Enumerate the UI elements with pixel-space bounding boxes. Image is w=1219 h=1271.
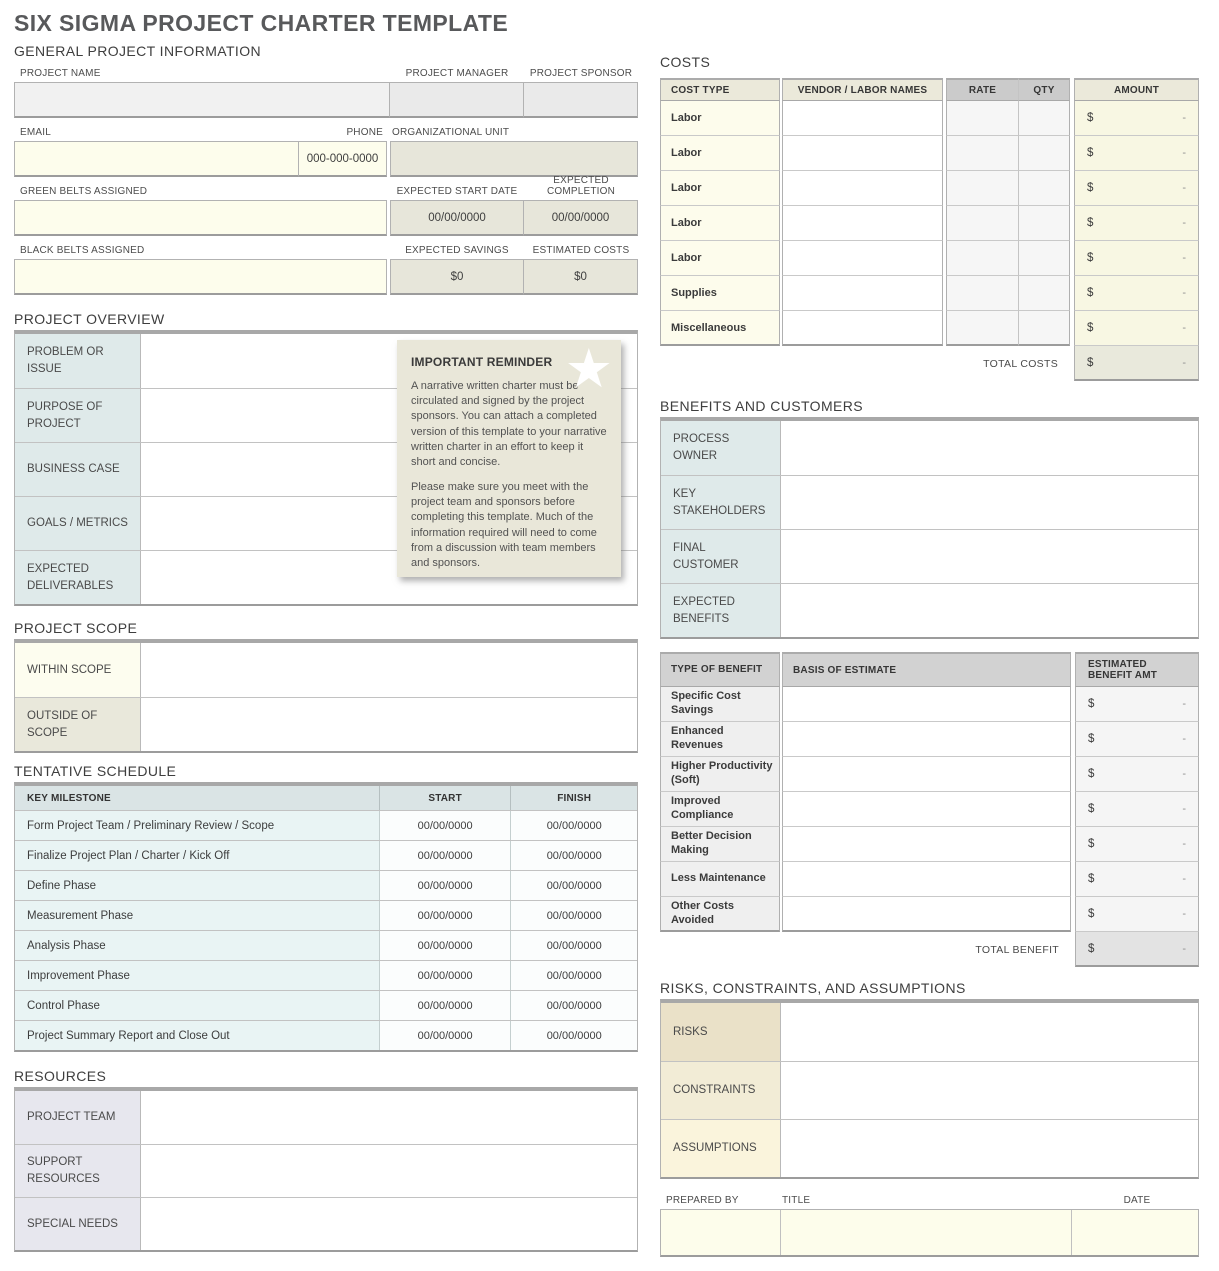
benefit-row	[660, 757, 1199, 792]
costs-header-row	[660, 78, 1199, 101]
milestone-cell: Measurement Phase	[15, 901, 380, 930]
cost-row	[660, 136, 1199, 171]
general-label-row-2	[14, 125, 638, 138]
important-reminder-note	[397, 340, 621, 577]
amount-cell[interactable]	[1074, 241, 1199, 276]
tentative-schedule-heading: TENTATIVE SCHEDULE	[14, 763, 177, 779]
empty-amount: -	[1182, 356, 1186, 369]
cost-type-column-header: COST TYPE	[660, 78, 780, 101]
project-scope-heading: PROJECT SCOPE	[14, 620, 138, 636]
key-milestone-column-header: KEY MILESTONE	[15, 786, 380, 810]
expected-savings-label: EXPECTED SAVINGS	[405, 245, 509, 256]
title-field[interactable]	[781, 1210, 1072, 1255]
cost-row	[660, 171, 1199, 206]
empty-amount: -	[1182, 182, 1186, 194]
special-needs-field[interactable]	[141, 1198, 637, 1250]
general-field-row-3	[14, 200, 638, 236]
general-label-row-1	[14, 66, 638, 79]
currency-symbol: $	[1088, 733, 1095, 745]
start-date-cell[interactable]: 00/00/0000	[380, 931, 512, 960]
benefits-row	[661, 583, 1198, 637]
qty-column-header: QTY	[1018, 78, 1070, 101]
qty-cell[interactable]	[1018, 241, 1070, 276]
rate-cell[interactable]	[946, 136, 1018, 171]
finish-date-cell[interactable]: 00/00/0000	[511, 1021, 637, 1050]
expected-completion-field[interactable]: 00/00/0000	[524, 200, 638, 236]
benefit-header-row	[660, 652, 1199, 687]
overview-row-label: GOALS / METRICS	[15, 497, 141, 550]
finish-date-cell[interactable]: 00/00/0000	[511, 841, 637, 870]
rate-cell[interactable]	[946, 241, 1018, 276]
vendor-cell[interactable]	[782, 206, 943, 241]
cost-type-cell: Labor	[660, 136, 780, 171]
total-benefit-label: TOTAL BENEFIT	[975, 943, 1059, 956]
empty-amount: -	[1182, 147, 1186, 159]
amount-cell[interactable]	[1074, 206, 1199, 241]
currency-symbol: $	[1088, 838, 1095, 850]
general-label-row-4	[14, 243, 638, 256]
expected-completion-label: EXPECTED COMPLETION	[546, 175, 616, 197]
vendor-cell[interactable]	[782, 311, 943, 346]
prepared-by-field[interactable]	[661, 1210, 781, 1255]
resources-row-label: SPECIAL NEEDS	[15, 1198, 141, 1250]
phone-label: PHONE	[346, 127, 383, 138]
schedule-row	[15, 990, 637, 1020]
cost-type-cell: Labor	[660, 206, 780, 241]
project-name-label: PROJECT NAME	[20, 68, 101, 79]
amount-cell[interactable]	[1074, 171, 1199, 206]
total-costs-label: TOTAL COSTS	[983, 357, 1058, 370]
benefit-amount-cell[interactable]	[1075, 722, 1199, 757]
benefit-row	[660, 722, 1199, 757]
scope-row-label: WITHIN SCOPE	[15, 643, 141, 697]
benefit-type-cell: Higher Productivity (Soft)	[660, 757, 780, 792]
reminder-title: IMPORTANT REMINDER	[411, 355, 553, 369]
basis-of-estimate-cell[interactable]	[782, 722, 1071, 757]
start-date-cell[interactable]: 00/00/0000	[380, 871, 512, 900]
prepared-label-row	[660, 1193, 1199, 1206]
vendor-labor-column-header: VENDOR / LABOR NAMES	[782, 78, 943, 101]
vendor-cell[interactable]	[782, 241, 943, 276]
benefits-customers-heading: BENEFITS AND CUSTOMERS	[660, 398, 864, 414]
project-overview-heading: PROJECT OVERVIEW	[14, 311, 165, 327]
constraints-field[interactable]	[781, 1062, 1198, 1119]
risks-table	[660, 999, 1199, 1179]
currency-symbol: $	[1087, 182, 1094, 194]
benefits-row	[661, 421, 1198, 475]
benefits-row	[661, 475, 1198, 529]
project-sponsor-field[interactable]	[524, 82, 638, 118]
date-label: DATE	[1123, 1195, 1151, 1206]
total-costs-row	[660, 346, 1199, 381]
benefit-type-cell: Better Decision Making	[660, 827, 780, 862]
qty-cell[interactable]	[1018, 311, 1070, 346]
cost-row	[660, 206, 1199, 241]
scope-row	[15, 697, 637, 751]
total-benefit-row	[660, 932, 1199, 967]
cost-type-cell: Miscellaneous	[660, 311, 780, 346]
start-date-cell[interactable]: 00/00/0000	[380, 991, 512, 1020]
benefits-row-label: EXPECTED BENEFITS	[661, 584, 781, 637]
vendor-cell[interactable]	[782, 101, 943, 136]
empty-amount: -	[1182, 908, 1186, 920]
reminder-paragraph: A narrative written charter must be circulated and signed by the project sponsors. You can attach a completed version of this template to your narrative written charter in an effort to keep it short and concise.	[411, 380, 607, 468]
project-manager-label: PROJECT MANAGER	[405, 68, 509, 79]
benefit-amount-cell[interactable]	[1075, 827, 1199, 862]
prepared-by-label: PREPARED BY	[666, 1195, 739, 1206]
project-name-field[interactable]	[14, 82, 390, 118]
page-title: SIX SIGMA PROJECT CHARTER TEMPLATE	[14, 10, 509, 36]
vendor-cell[interactable]	[782, 276, 943, 311]
empty-amount: -	[1182, 698, 1186, 710]
empty-amount: -	[1182, 873, 1186, 885]
costs-heading: COSTS	[660, 54, 711, 70]
qty-cell[interactable]	[1018, 136, 1070, 171]
benefit-amount-cell[interactable]	[1075, 862, 1199, 897]
resources-row	[15, 1091, 637, 1144]
finish-date-cell[interactable]: 00/00/0000	[511, 901, 637, 930]
benefit-row	[660, 827, 1199, 862]
empty-amount: -	[1182, 217, 1186, 229]
finish-date-cell[interactable]: 00/00/0000	[511, 961, 637, 990]
final-customer-field[interactable]	[781, 530, 1198, 583]
right-column	[660, 54, 1199, 1257]
resources-row-label: SUPPORT RESOURCES	[15, 1145, 141, 1197]
currency-symbol: $	[1088, 698, 1095, 710]
benefit-type-table	[660, 652, 1199, 967]
start-date-cell[interactable]: 00/00/0000	[380, 841, 512, 870]
expected-start-label: EXPECTED START DATE	[396, 186, 518, 197]
currency-symbol: $	[1088, 803, 1095, 815]
reminder-paragraph: Please make sure you meet with the project team and sponsors before completing this template. Much of the information required will need to come from a discussion with team members and sponsors.	[411, 481, 597, 569]
resources-table	[14, 1087, 638, 1252]
empty-amount: -	[1182, 768, 1186, 780]
finish-date-cell[interactable]: 00/00/0000	[511, 991, 637, 1020]
empty-amount: -	[1182, 112, 1186, 124]
risks-row-label: CONSTRAINTS	[661, 1062, 781, 1119]
milestone-cell: Control Phase	[15, 991, 380, 1020]
risks-heading: RISKS, CONSTRAINTS, AND ASSUMPTIONS	[660, 980, 966, 996]
project-manager-field[interactable]	[390, 82, 524, 118]
cost-type-cell: Labor	[660, 241, 780, 276]
cost-type-cell: Supplies	[660, 276, 780, 311]
overview-row-label: PROBLEM OR ISSUE	[15, 334, 141, 388]
basis-of-estimate-cell[interactable]	[782, 757, 1071, 792]
benefit-type-cell: Other Costs Avoided	[660, 897, 780, 932]
benefits-row-label: PROCESS OWNER	[661, 421, 781, 475]
schedule-row	[15, 930, 637, 960]
expected-savings-field[interactable]: $0	[390, 259, 524, 295]
rate-column-header: RATE	[946, 78, 1018, 101]
phone-field[interactable]: 000-000-0000	[299, 141, 387, 177]
amount-column-header: AMOUNT	[1074, 78, 1199, 101]
start-date-cell[interactable]: 00/00/0000	[380, 811, 512, 840]
assumptions-field[interactable]	[781, 1120, 1198, 1177]
risks-row	[661, 1061, 1198, 1119]
overview-row-label: PURPOSE OF PROJECT	[15, 389, 141, 442]
rate-cell[interactable]	[946, 171, 1018, 206]
risks-row	[661, 1119, 1198, 1177]
org-unit-field[interactable]	[390, 141, 638, 177]
start-date-cell[interactable]: 00/00/0000	[380, 1021, 512, 1050]
cost-row	[660, 101, 1199, 136]
benefit-row	[660, 862, 1199, 897]
project-team-field[interactable]	[141, 1091, 637, 1144]
benefit-amount-cell[interactable]	[1075, 792, 1199, 827]
estimated-costs-label: ESTIMATED COSTS	[532, 245, 630, 256]
star-icon: ★	[564, 339, 613, 399]
outside-of-scope-field[interactable]	[141, 698, 637, 751]
risks-row-label: ASSUMPTIONS	[661, 1120, 781, 1177]
qty-cell[interactable]	[1018, 206, 1070, 241]
benefit-type-cell: Enhanced Revenues	[660, 722, 780, 757]
milestone-cell: Define Phase	[15, 871, 380, 900]
total-costs-amount-cell	[1074, 346, 1199, 381]
milestone-cell: Analysis Phase	[15, 931, 380, 960]
currency-symbol: $	[1087, 112, 1094, 124]
amount-cell[interactable]	[1074, 136, 1199, 171]
schedule-row	[15, 810, 637, 840]
amount-cell[interactable]	[1074, 311, 1199, 346]
currency-symbol: $	[1087, 322, 1094, 334]
email-field[interactable]	[14, 141, 299, 177]
resources-row	[15, 1144, 637, 1197]
date-field[interactable]	[1072, 1210, 1198, 1255]
empty-amount: -	[1182, 838, 1186, 850]
currency-symbol: $	[1088, 768, 1095, 780]
schedule-row	[15, 960, 637, 990]
benefit-row	[660, 897, 1199, 932]
start-date-cell[interactable]: 00/00/0000	[380, 961, 512, 990]
benefits-row	[661, 529, 1198, 583]
expected-start-field[interactable]: 00/00/0000	[390, 200, 524, 236]
empty-amount: -	[1182, 322, 1186, 334]
currency-symbol: $	[1088, 873, 1095, 885]
empty-amount: -	[1182, 942, 1186, 955]
basis-of-estimate-cell[interactable]	[782, 827, 1071, 862]
general-field-row-2	[14, 141, 638, 177]
benefit-amount-cell[interactable]	[1075, 757, 1199, 792]
currency-symbol: $	[1087, 287, 1094, 299]
left-column	[14, 10, 638, 1252]
benefit-row	[660, 792, 1199, 827]
scope-row-label: OUTSIDE OF SCOPE	[15, 698, 141, 751]
vendor-cell[interactable]	[782, 171, 943, 206]
currency-symbol: $	[1087, 356, 1094, 369]
currency-symbol: $	[1088, 908, 1095, 920]
finish-date-cell[interactable]: 00/00/0000	[511, 811, 637, 840]
currency-symbol: $	[1087, 252, 1094, 264]
schedule-header-row	[15, 786, 637, 810]
basis-of-estimate-cell[interactable]	[782, 792, 1071, 827]
resources-heading: RESOURCES	[14, 1068, 107, 1084]
empty-amount: -	[1182, 252, 1186, 264]
general-label-row-3	[14, 175, 638, 197]
basis-of-estimate-cell[interactable]	[782, 862, 1071, 897]
amount-cell[interactable]	[1074, 276, 1199, 311]
schedule-row	[15, 900, 637, 930]
project-sponsor-label: PROJECT SPONSOR	[529, 68, 633, 79]
empty-amount: -	[1182, 287, 1186, 299]
general-info-heading: GENERAL PROJECT INFORMATION	[14, 43, 262, 59]
general-field-row-4	[14, 259, 638, 295]
vendor-cell[interactable]	[782, 136, 943, 171]
risks-row	[661, 1003, 1198, 1061]
estimated-benefit-amt-column-header: ESTIMATED BENEFIT AMT	[1075, 652, 1199, 687]
empty-amount: -	[1182, 803, 1186, 815]
rate-cell[interactable]	[946, 311, 1018, 346]
title-label: TITLE	[782, 1195, 811, 1206]
qty-cell[interactable]	[1018, 276, 1070, 311]
black-belts-label: BLACK BELTS ASSIGNED	[20, 245, 145, 256]
prepared-field-row	[660, 1209, 1199, 1257]
overview-row-label: EXPECTED DELIVERABLES	[15, 551, 141, 604]
expected-benefits-field[interactable]	[781, 584, 1198, 637]
basis-of-estimate-column-header: BASIS OF ESTIMATE	[782, 652, 1071, 687]
currency-symbol: $	[1087, 147, 1094, 159]
milestone-cell: Improvement Phase	[15, 961, 380, 990]
costs-table	[660, 78, 1199, 381]
overview-row-label: BUSINESS CASE	[15, 443, 141, 496]
total-benefit-amount-cell	[1075, 932, 1199, 967]
schedule-row	[15, 840, 637, 870]
finish-date-cell[interactable]: 00/00/0000	[511, 871, 637, 900]
project-scope-table	[14, 639, 638, 753]
general-field-row-1	[14, 82, 638, 118]
email-label: EMAIL	[20, 127, 52, 138]
cost-type-cell: Labor	[660, 101, 780, 136]
benefits-customers-table	[660, 417, 1199, 639]
milestone-cell: Finalize Project Plan / Charter / Kick Off	[15, 841, 380, 870]
start-date-cell[interactable]: 00/00/0000	[380, 901, 512, 930]
benefits-row-label: KEY STAKEHOLDERS	[661, 476, 781, 529]
currency-symbol: $	[1088, 942, 1095, 955]
rate-cell[interactable]	[946, 276, 1018, 311]
benefit-type-cell: Less Maintenance	[660, 862, 780, 897]
cost-type-cell: Labor	[660, 171, 780, 206]
rate-cell[interactable]	[946, 101, 1018, 136]
within-scope-field[interactable]	[141, 643, 637, 697]
cost-row	[660, 311, 1199, 346]
benefit-amount-cell[interactable]	[1075, 687, 1199, 722]
basis-of-estimate-cell[interactable]	[782, 687, 1071, 722]
estimated-costs-field[interactable]: $0	[524, 259, 638, 295]
currency-symbol: $	[1087, 217, 1094, 229]
qty-cell[interactable]	[1018, 101, 1070, 136]
resources-row	[15, 1197, 637, 1250]
qty-cell[interactable]	[1018, 171, 1070, 206]
benefit-type-cell: Improved Compliance	[660, 792, 780, 827]
milestone-cell: Project Summary Report and Close Out	[15, 1021, 380, 1050]
rate-cell[interactable]	[946, 206, 1018, 241]
benefit-row	[660, 687, 1199, 722]
green-belts-field[interactable]	[14, 200, 387, 236]
risks-row-label: RISKS	[661, 1003, 781, 1061]
org-unit-label: ORGANIZATIONAL UNIT	[392, 127, 510, 138]
schedule-row	[15, 1020, 637, 1050]
type-of-benefit-column-header: TYPE OF BENEFIT	[660, 652, 780, 687]
benefit-amount-cell[interactable]	[1075, 897, 1199, 932]
resources-row-label: PROJECT TEAM	[15, 1091, 141, 1144]
benefits-row-label: FINAL CUSTOMER	[661, 530, 781, 583]
start-column-header: START	[380, 786, 512, 810]
green-belts-label: GREEN BELTS ASSIGNED	[20, 186, 148, 197]
process-owner-field[interactable]	[781, 421, 1198, 475]
cost-row	[660, 241, 1199, 276]
black-belts-field[interactable]	[14, 259, 387, 295]
schedule-row	[15, 870, 637, 900]
risks-field[interactable]	[781, 1003, 1198, 1061]
empty-amount: -	[1182, 733, 1186, 745]
finish-date-cell[interactable]: 00/00/0000	[511, 931, 637, 960]
support-resources-field[interactable]	[141, 1145, 637, 1197]
basis-of-estimate-cell[interactable]	[782, 897, 1071, 932]
amount-cell[interactable]	[1074, 101, 1199, 136]
benefit-type-cell: Specific Cost Savings	[660, 687, 780, 722]
tentative-schedule-table	[14, 782, 638, 1052]
scope-row	[15, 643, 637, 697]
cost-row	[660, 276, 1199, 311]
key-stakeholders-field[interactable]	[781, 476, 1198, 529]
finish-column-header: FINISH	[557, 792, 592, 804]
milestone-cell: Form Project Team / Preliminary Review / Scope	[15, 811, 380, 840]
